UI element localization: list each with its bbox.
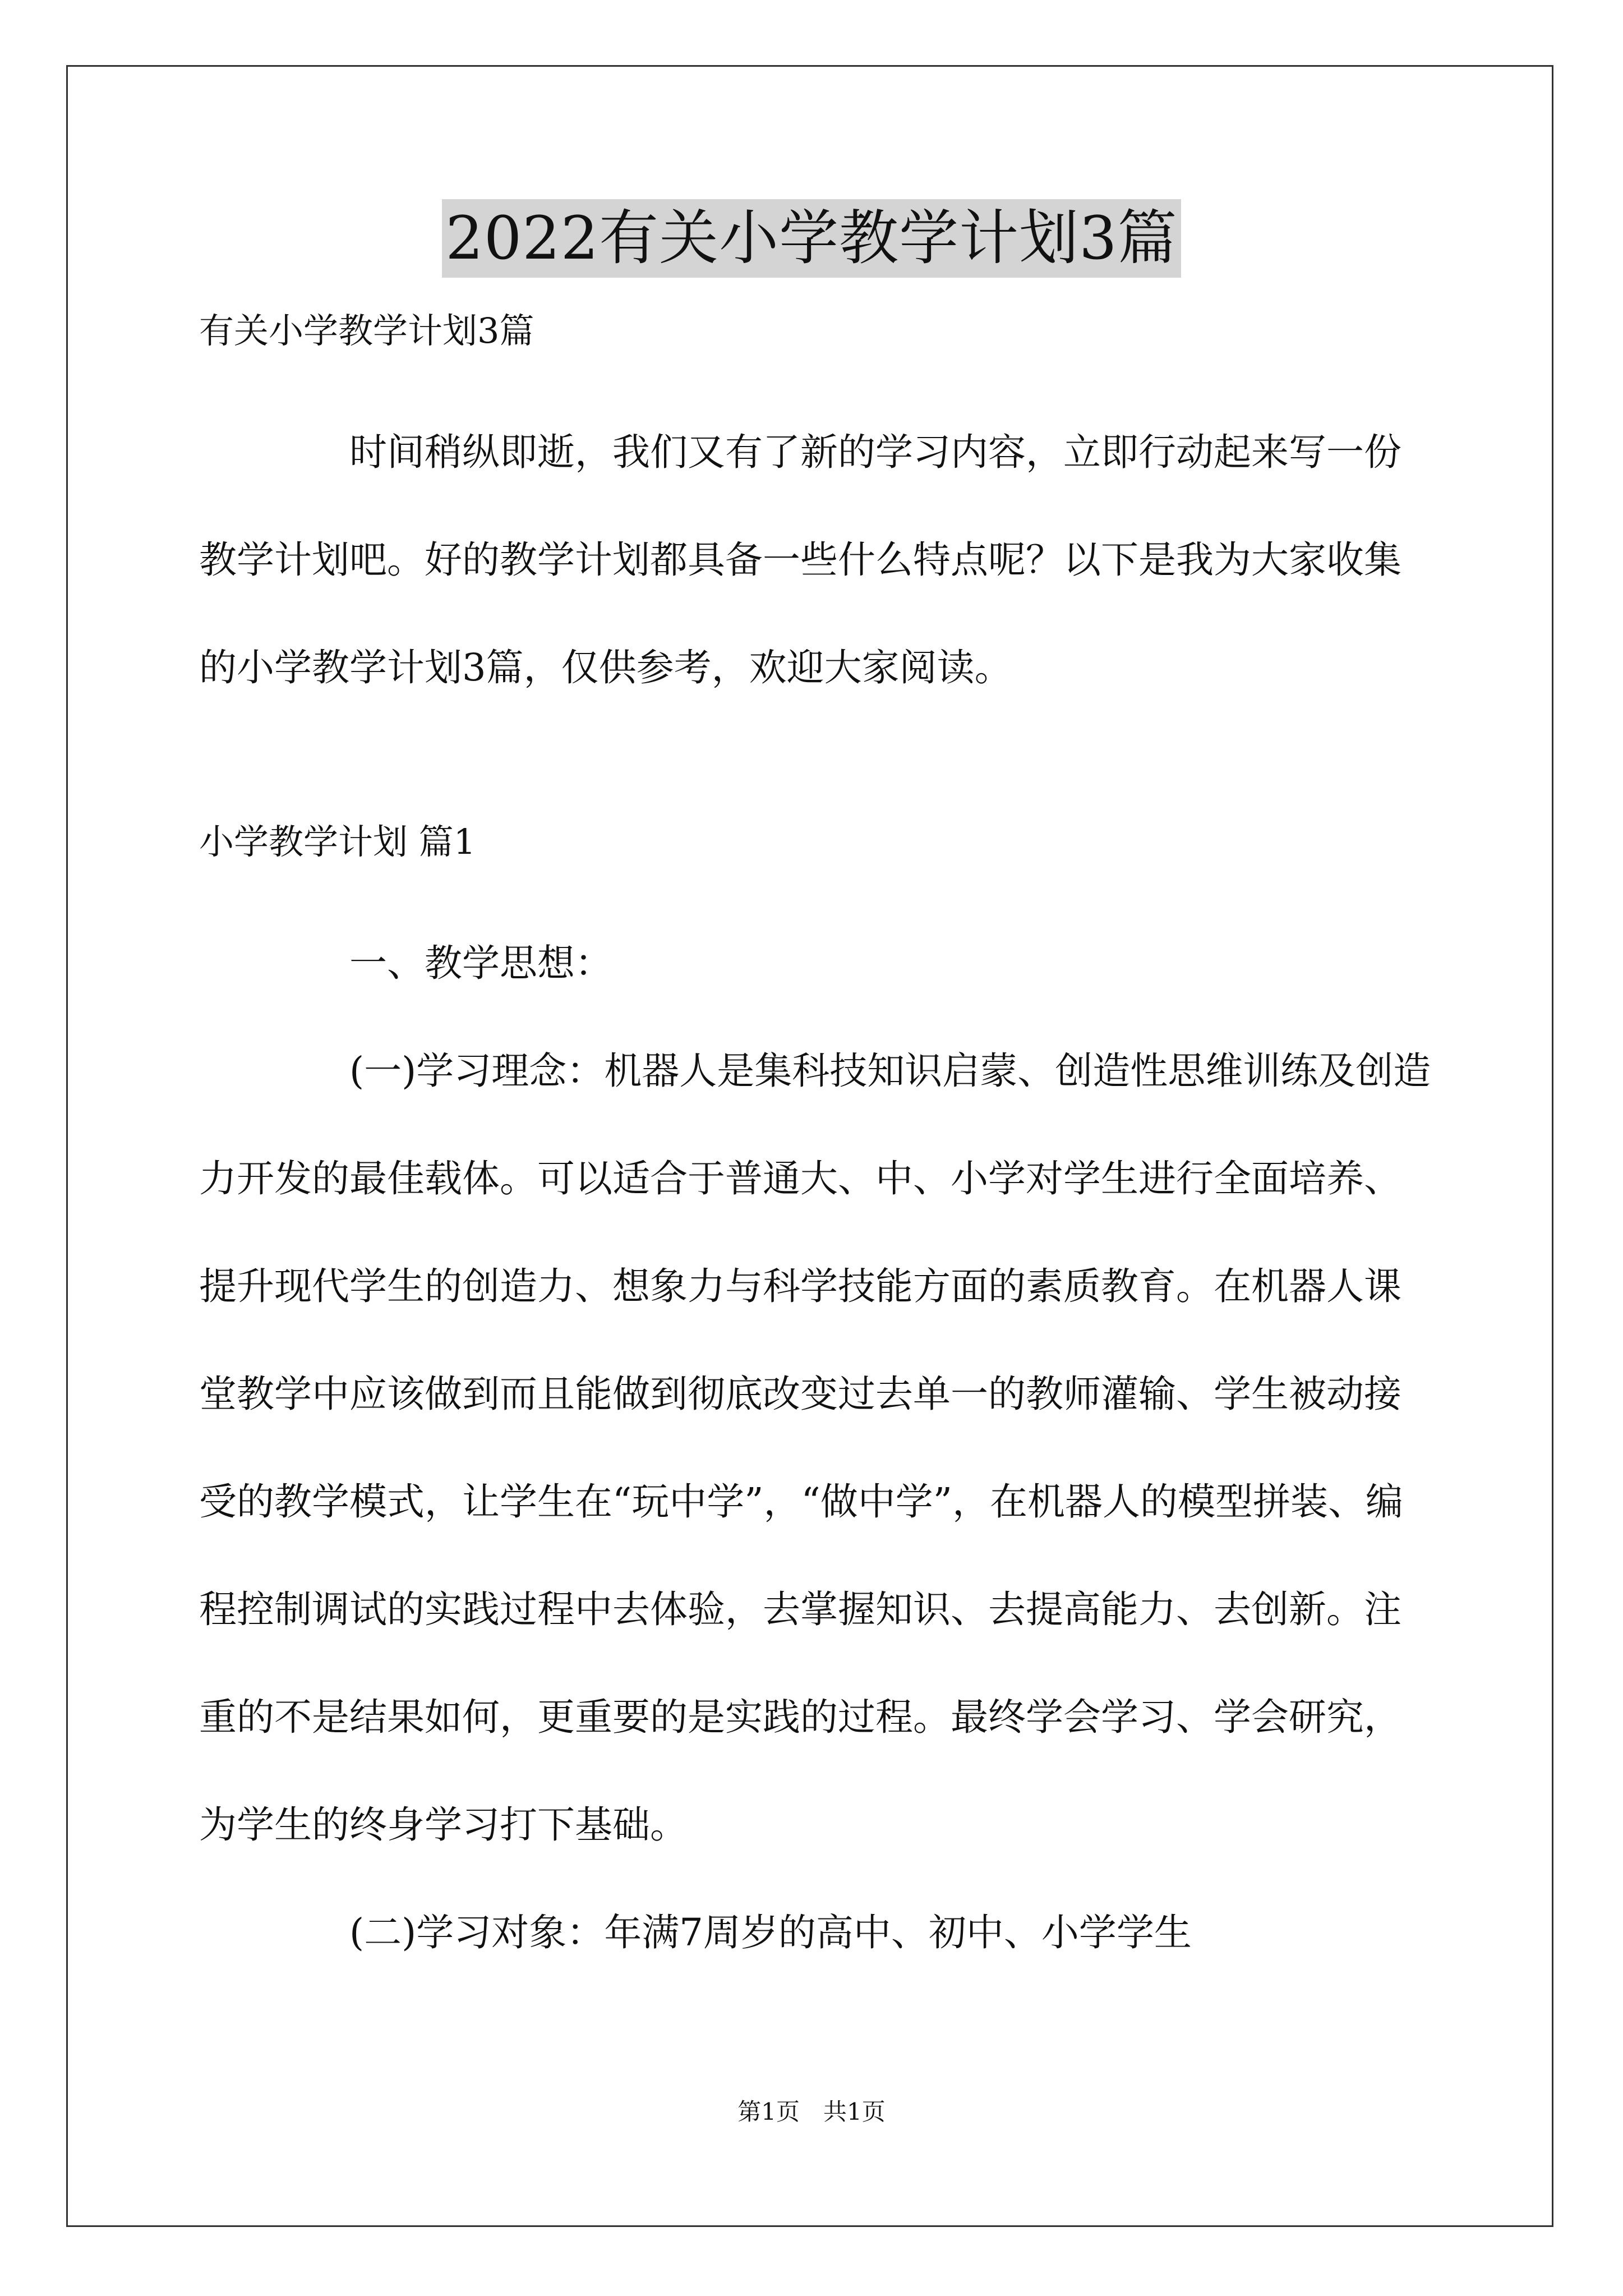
title-container [0,199,1623,278]
section-heading: 小学教学计划 篇1 [199,821,476,862]
page-footer: 第1页 共1页 [737,2098,886,2125]
item-heading: 一、教学思想： [349,941,612,985]
paragraph-learning-target: (二)学习对象：年满7周岁的高中、初中、小学学生 [349,1911,1192,1954]
document-body [199,303,1433,1986]
paragraph-learning-concept: (一)学习理念：机器人是集科技知识启蒙、创造性思维训练及创造力开发的最佳载体。可以适合于普通大、中、小学对学生进行全面培养、提升现代学生的创造力、想象力与科学技能方面的素质教育。在机器人课堂教学中应该做到而且能做到彻底改变过去单一的教师灌输、学生被动接受的教学模式，让学生在“玩中学”，“做中学”，在机器人的模型拼装、编程控制调试的实践过程中去体验，去掌握知识、去提高能力、去创新。注重的不是结果如何，更重要的是实践的过程。最终学会学习、学会研究，为学生的终身学习打下基础。 [199,1049,1431,1847]
document-subtitle: 有关小学教学计划3篇 [199,310,534,351]
document-title: 2022有关小学教学计划3篇 [442,199,1181,278]
intro-paragraph: 时间稍纵即逝，我们又有了新的学习内容，立即行动起来写一份教学计划吧。好的教学计划都具备一些什么特点呢？以下是我为大家收集的小学教学计划3篇，仅供参考，欢迎大家阅读。 [199,430,1401,689]
